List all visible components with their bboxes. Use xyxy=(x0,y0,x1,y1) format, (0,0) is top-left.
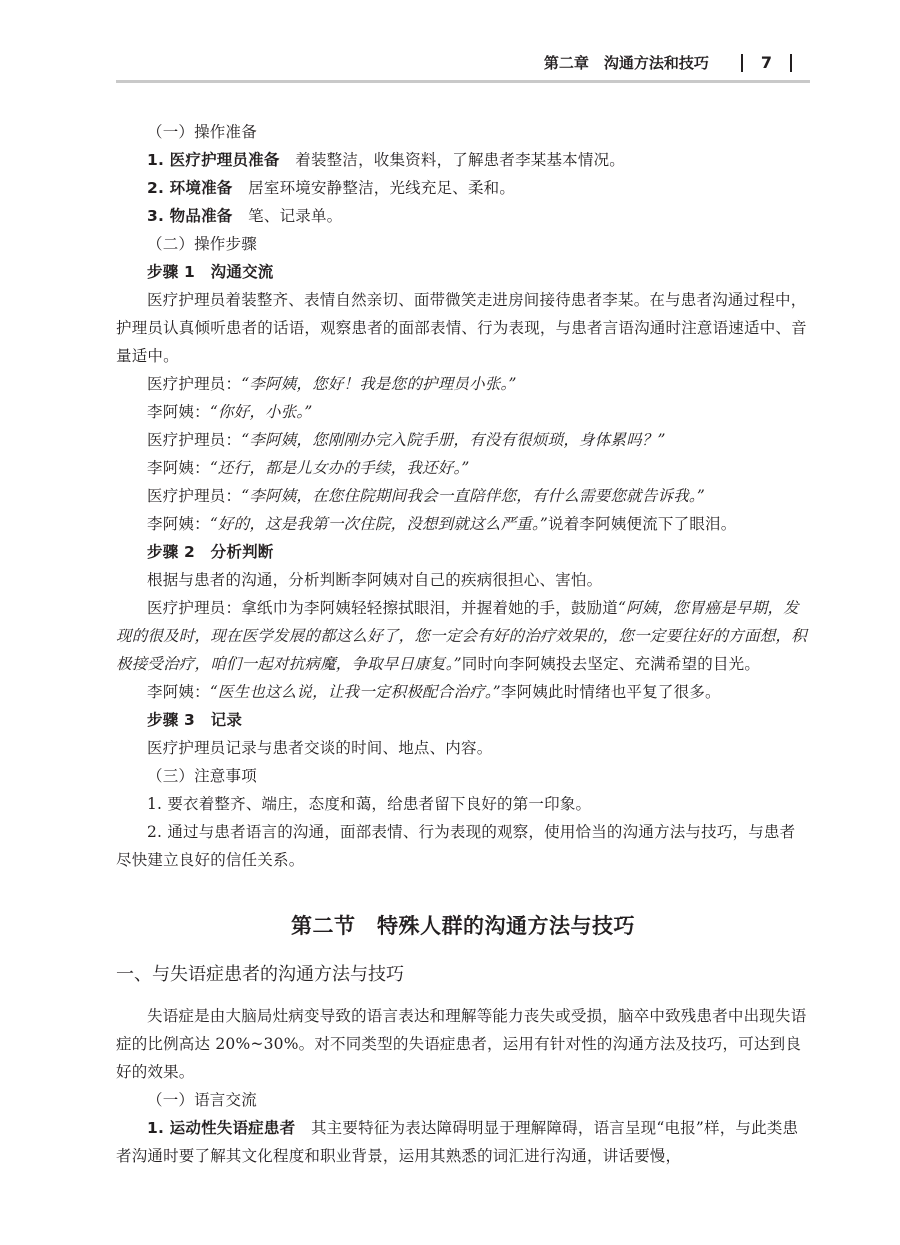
narration: 李阿姨此时情绪也平复了很多。 xyxy=(500,683,721,701)
main-text xyxy=(116,118,810,1170)
page-number: 7 xyxy=(760,53,772,72)
section-title: 第二节 特殊人群的沟通方法与技巧 xyxy=(291,914,635,938)
step-heading: 步骤 2 分析判断 xyxy=(147,543,274,561)
speaker: 李阿姨： xyxy=(147,683,210,701)
note-item: 1. 要衣着整齐、端庄，态度和蔼，给患者留下良好的第一印象。 xyxy=(147,795,592,813)
dialogue-line xyxy=(116,398,810,426)
paragraph xyxy=(116,146,810,174)
prep-label: 2. 环境准备 xyxy=(147,179,233,197)
heading-operation-prep: （一）操作准备 xyxy=(147,123,257,141)
paragraph xyxy=(116,202,810,230)
note-item: 2. 通过与患者语言的沟通，面部表情、行为表现的观察，使用恰当的沟通方法与技巧，与患者尽快建立良好的信任关系。 xyxy=(116,823,796,869)
quote: “好的，这是我第一次住院，没想到就这么严重。” xyxy=(209,515,549,533)
header-separator xyxy=(741,54,743,72)
dialogue-line xyxy=(116,482,810,510)
paragraph: 根据与患者的沟通，分析判断李阿姨对自己的疾病很担心、害怕。 xyxy=(147,571,603,589)
item-text: 其主要特征为表达障碍明显于理解障碍，语言呈现“电报”样，与此类患者沟通时要了解其文化程度和职业背景，运用其熟悉的词汇进行沟通，讲话要慢， xyxy=(116,1119,799,1165)
dialogue-line xyxy=(116,678,810,706)
heading-language-communication: （一）语言交流 xyxy=(147,1091,257,1109)
dialogue-line xyxy=(116,426,810,454)
quote: “还行，都是儿女办的手续，我还好。” xyxy=(209,459,470,477)
dialogue-line xyxy=(116,510,810,538)
quote: “医生也这么说，让我一定积极配合治疗。” xyxy=(209,683,501,701)
header-separator xyxy=(790,54,792,72)
speaker: 李阿姨： xyxy=(147,459,210,477)
prep-text: 着装整洁，收集资料，了解患者李某基本情况。 xyxy=(279,151,625,169)
dialogue-line xyxy=(116,454,810,482)
step-heading: 步骤 3 记录 xyxy=(147,711,243,729)
quote: “你好，小张。” xyxy=(209,403,313,421)
quote: “李阿姨，您刚刚办完入院手册，有没有很烦琐，身体累吗？” xyxy=(241,431,666,449)
speaker: 李阿姨： xyxy=(147,403,210,421)
subsection-title: 一、与失语症患者的沟通方法与技巧 xyxy=(116,964,404,985)
header-rule xyxy=(116,80,810,83)
heading-notes: （三）注意事项 xyxy=(147,767,257,785)
prep-text: 笔、记录单。 xyxy=(232,207,343,225)
narration: 拿纸巾为李阿姨轻轻擦拭眼泪，并握着她的手，鼓励道 xyxy=(241,599,619,617)
running-header xyxy=(544,52,810,73)
heading-operation-steps: （二）操作步骤 xyxy=(147,235,257,253)
paragraph: 失语症是由大脑局灶病变导致的语言表达和理解等能力丧失或受损，脑卒中致残患者中出现失语症的比例高达 20%~30%。对不同类型的失语症患者，运用有针对性的沟通方法及技巧，可达到良好的效果。 xyxy=(116,1007,807,1081)
dialogue-line xyxy=(116,370,810,398)
speaker: 医疗护理员： xyxy=(147,599,242,617)
step-heading: 步骤 1 沟通交流 xyxy=(147,263,274,281)
paragraph: 医疗护理员着装整齐、表情自然亲切、面带微笑走进房间接待患者李某。在与患者沟通过程中，护理员认真倾听患者的话语，观察患者的面部表情、行为表现，与患者言语沟通时注意语速适中、音量适中。 xyxy=(116,291,807,365)
speaker: 医疗护理员： xyxy=(147,375,242,393)
prep-text: 居室环境安静整洁，光线充足、柔和。 xyxy=(232,179,516,197)
speaker: 李阿姨： xyxy=(147,515,210,533)
paragraph: 医疗护理员记录与患者交谈的时间、地点、内容。 xyxy=(147,739,493,757)
chapter-title: 第二章 沟通方法和技巧 xyxy=(543,54,709,72)
paragraph xyxy=(116,1114,810,1170)
quote: “阿姨，您胃癌是早期，发现的很及时，现在医学发展的都这么好了，您一定会有好的治疗效果的，您一定要往好的方面想，积极接受治疗，咱们一起对抗病魔，争取早日康复。” xyxy=(116,599,807,673)
quote: “李阿姨，您好！我是您的护理员小张。” xyxy=(241,375,517,393)
quote: “李阿姨，在您住院期间我会一直陪伴您，有什么需要您就告诉我。” xyxy=(241,487,706,505)
speaker: 医疗护理员： xyxy=(147,431,242,449)
prep-label: 1. 医疗护理员准备 xyxy=(147,151,280,169)
prep-label: 3. 物品准备 xyxy=(147,207,233,225)
dialogue-line xyxy=(116,594,810,678)
item-label: 1. 运动性失语症患者 xyxy=(147,1119,296,1137)
narration: 同时向李阿姨投去坚定、充满希望的目光。 xyxy=(461,655,761,673)
narration: 说着李阿姨便流下了眼泪。 xyxy=(548,515,737,533)
paragraph xyxy=(116,174,810,202)
speaker: 医疗护理员： xyxy=(147,487,242,505)
